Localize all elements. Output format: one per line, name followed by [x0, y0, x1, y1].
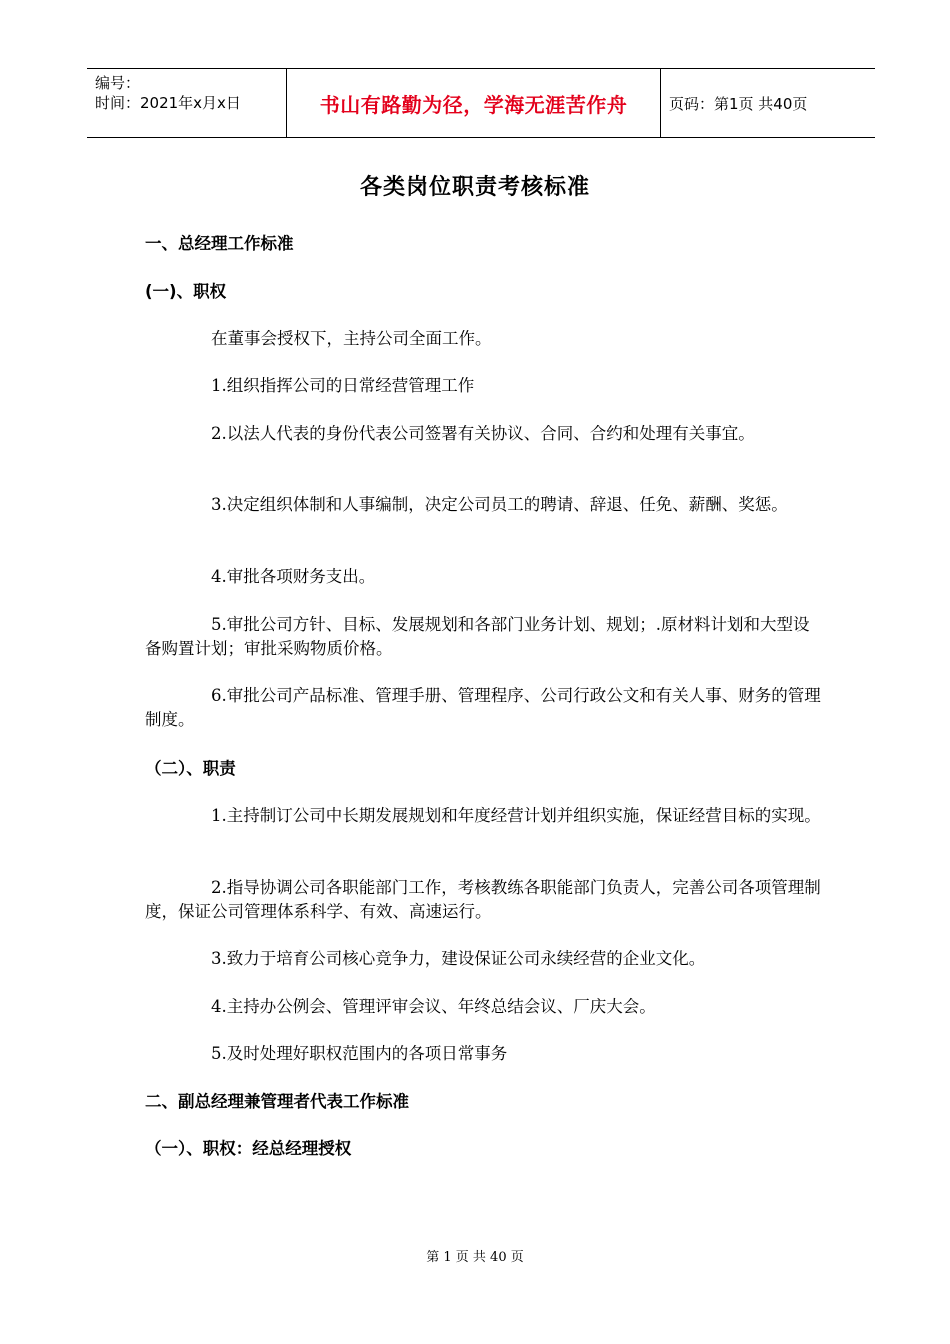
paragraph: 5.审批公司方针、目标、发展规划和各部门业务计划、规划；.原材料计划和大型设备购置计划；审批采购物质价格。: [145, 615, 810, 658]
document-title: 各类岗位职责考核标准: [359, 175, 590, 200]
paragraph: 6.审批公司产品标准、管理手册、管理程序、公司行政公文和有关人事、财务的管理制度。: [145, 686, 821, 729]
header-page-info: 页码：第1页 共40页: [669, 94, 808, 113]
paragraph: 4.审批各项财务支出。: [211, 567, 376, 586]
section-heading: 二、副总经理兼管理者代表工作标准: [145, 1092, 409, 1111]
subsection-heading: （一）、职权：经总经理授权: [145, 1139, 352, 1158]
paragraph: 2.指导协调公司各职能部门工作，考核教练各职能部门负责人，完善公司各项管理制度，保证公司管理体系科学、有效、高速运行。: [145, 878, 821, 921]
subsection-heading: (一)、职权: [145, 282, 227, 301]
paragraph: 1.主持制订公司中长期发展规划和年度经营计划并组织实施，保证经营目标的实现。: [211, 806, 821, 825]
paragraph: 5.及时处理好职权范围内的各项日常事务: [211, 1044, 508, 1063]
paragraph: 在董事会授权下，主持公司全面工作。: [211, 329, 492, 348]
paragraph: 3.决定组织体制和人事编制，决定公司员工的聘请、辞退、任免、薪酬、奖惩。: [211, 495, 788, 514]
subsection-heading: （二）、职责: [145, 759, 236, 778]
paragraph: 1.组织指挥公司的日常经营管理工作: [211, 376, 475, 395]
section-heading: 一、总经理工作标准: [145, 234, 294, 253]
header-meta: [87, 69, 287, 137]
time-label: 时间：2021年x月x日: [95, 94, 241, 112]
paragraph: 3.致力于培育公司核心竞争力，建设保证公司永续经营的企业文化。: [211, 949, 706, 968]
page-footer: 第 1 页 共 40 页: [426, 1250, 524, 1265]
number-label: 编号：: [95, 74, 141, 92]
header-motto: 书山有路勤为径，学海无涯苦作舟: [287, 69, 661, 137]
document-header: [87, 68, 875, 138]
paragraph: 4.主持办公例会、管理评审会议、年终总结会议、厂庆大会。: [211, 997, 656, 1016]
paragraph: 2.以法人代表的身份代表公司签署有关协议、合同、合约和处理有关事宜。: [211, 424, 755, 443]
